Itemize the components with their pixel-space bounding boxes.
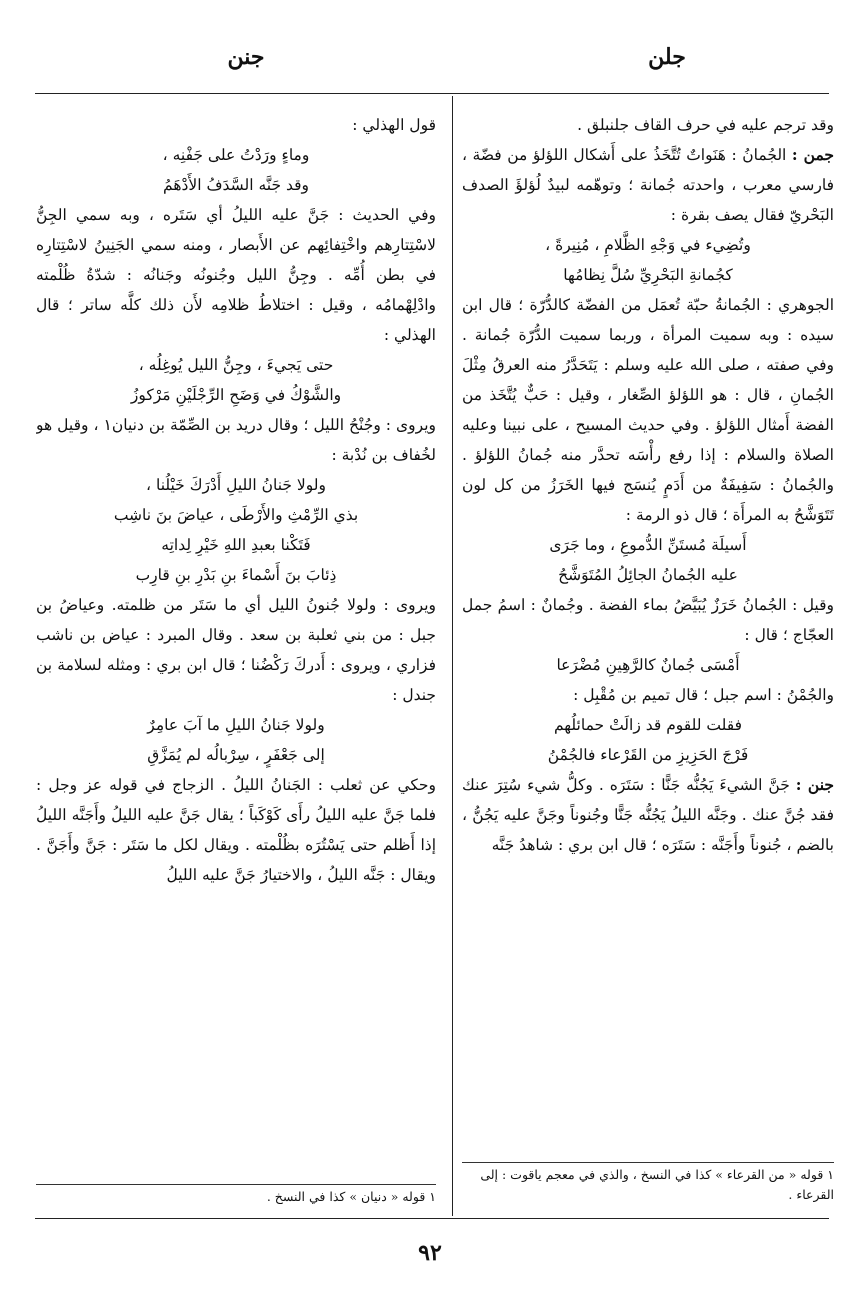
running-header-left: جنن — [227, 44, 265, 70]
verse-line: والشَّوْكُ في وَضَحِ الرِّجْلَيْنِ مَرْكوزُ — [130, 386, 342, 404]
entry-text: وحكي عن ثعلب : الجَنانُ الليلُ . الزجاج في قوله عز وجل : فلما جَنَّ عليه الليلُ رأَى كَوْكَباً ؛ يقال جَنَّ عليه الليلُ وأَجَنَّه الليلُ إذا أَظلم حتى يَسْتُرَه بظُلْمته . ويقال لكل ما سَتَر : جَنَّ وأَجَنَّ . ويقال : جَنَّه الليلُ ، والاختيارُ جَنَّ عليه الليلُ — [36, 776, 436, 884]
page-number: ٩٢ — [418, 1240, 442, 1266]
entry-text: والجُمْنُ : اسم جبل ؛ قال تميم بن مُقْبِل : — [573, 686, 834, 704]
entry-headword: جنن : — [795, 775, 834, 794]
entry-jnn — [462, 770, 834, 860]
entry-text: ويروى : ولولا جُنونُ الليل أي ما سَتَر من ظلمته. وعياضُ بن جبل : من بني ثعلبة بن سعد . وقال المبرد : عياض بن ناشب فزاري ، ويروى : أَدركَ رَكْضُنا ؛ قال ابن بري : ومثله لسلامة بن جندل : — [36, 596, 436, 704]
running-header-right: جلن — [648, 44, 686, 70]
verse-line: وقد جَنَّه السَّدَفُ الأَدْهَمُ — [163, 176, 309, 194]
column-divider — [452, 96, 453, 1216]
footnote-rule — [36, 1184, 436, 1185]
footnote: ١ قوله « دنيان » كذا في النسخ . — [266, 1189, 436, 1204]
verse-line: وماءٍ ورَدْتُ على جَفْنِه ، — [162, 146, 310, 164]
right-footnote-area — [462, 1158, 834, 1205]
entry-text: الجوهري : الجُمانةُ حبّة تُعمَل من الفضّة كالدُّرّة ؛ قال ابن سيده : وبه سميت المرأة ، وربما سميت الدُّرّة جُمانة . وفي صفته ، صلى الله عليه وسلم : يَتَحَدَّرُ منه العرقُ مِثْلَ الجُمانِ ، قال : هو اللؤلؤ الصِّغار ، وقيل : حَبٌّ يُتَّخَذ من الفضة أَمثال اللؤلؤ . وفي حديث المسيح ، على نبينا وعليه الصلاة والسلام : إذا رفع رأْسَه تحدَّر منه جُمانُ اللؤلؤ . والجُمانُ : سَفِيفَةٌ من أَدَمٍ يُنسَج فيها الخَرَزُ من كل لون تَتَوَشَّحُ به المرأَة ؛ قال ذو الرمة : — [462, 296, 834, 524]
entry-headword: جمن : — [791, 145, 834, 164]
verse-line: ولولا جَنانُ الليلِ ما آبَ عامِرٌ — [147, 716, 325, 734]
entry-jmn — [462, 140, 834, 230]
left-column — [36, 110, 436, 1180]
entry-text: جَنَّ الشيءَ يَجُنُّه جَنًّا : سَتَرَه . وكلُّ شيء سُتِرَ عنك فقد جُنَّ عنك . وجَنَّه الليلُ يَجُنُّه جَنًّا وجُنوناً وجَنَّ عليه يَجُنُّ ، بالضم ، جُنوناً وأَجَنَّه : سَتَرَه ؛ قال ابن بري : شاهدُ جَنَّه — [462, 776, 834, 854]
verse-line: حتى يَجيءَ ، وجِنُّ الليل يُوغِلُه ، — [138, 356, 334, 374]
header-rule — [35, 93, 829, 94]
verse-line: إلى جَعْفَرٍ ، سِرْبالُه لم يُمَزَّقِ — [147, 746, 325, 764]
verse-line: فَرْجَ الحَزِيزِ من القَرْعاء فالجُمْنُ — [547, 746, 749, 764]
verse-line: فَتَكْنا بعبدِ اللهِ خَيْرِ لِداتِه — [161, 536, 311, 554]
footnote-rule — [462, 1162, 834, 1163]
entry-text: ويروى : وجُنْحُ الليل ؛ وقال دريد بن الصِّمّة بن دنيان١ ، وقيل هو لخُفاف بن نُدْبة : — [36, 416, 436, 464]
verse-line: بذي الرِّمْثِ والأَرْطَى ، عياضَ بنَ ناشِب — [113, 506, 359, 524]
verse-line: كجُمانةِ البَحْرِيِّ سُلَّ نِظامُها — [563, 266, 733, 284]
verse-line: وتُضِيء في وَجْهِ الظَّلامِ ، مُنِيرةً ، — [545, 236, 751, 254]
verse-line: ولولا جَنانُ الليلِ أَدْرَكَ خَيْلُنا ، — [146, 476, 326, 494]
entry-text: الجُمانُ : هَنَواتٌ تُتَّخَذُ على أَشكال اللؤلؤ من فضّة ، فارسي معرب ، واحدته جُمانة ؛ وتوهّمه لبيدٌ لُؤلؤَ الصدف البَحْريّ فقال يصف بقرة : — [462, 146, 834, 224]
verse-line: فقلت للقوم قد زالَتْ حمائلُهم — [553, 716, 743, 734]
verse-line: عليه الجُمانُ الجائِلُ المُتَوَشَّحُ — [558, 566, 738, 584]
entry-text: قول الهذلي : — [352, 116, 436, 134]
verse-line: ذِئابَ بنَ أَسْماءَ بنِ بَدْرِ بنِ قارِب — [135, 566, 337, 584]
entry-text: وقيل : الجُمانُ خَرَزٌ يُبَيَّضُ بماء الفضة . وجُمانٌ : اسمُ جمل العجّاج ؛ قال : — [462, 596, 834, 644]
left-footnote-area — [36, 1180, 436, 1207]
footer-rule — [35, 1218, 829, 1219]
verse-line: أَسيلَة مُستَنِّ الدُّموعِ ، وما جَرَى — [549, 536, 747, 554]
entry-text: وقد ترجم عليه في حرف القاف جلنبلق . — [577, 116, 834, 134]
verse-line: أَمْسَى جُمانٌ كالرَّهِينِ مُضْرَعا — [556, 656, 740, 674]
entry-text: وفي الحديث : جَنَّ عليه الليلُ أي سَتَره ، وبه سمي الجِنُّ لاسْتِتارِهم واخْتِفائِهم عن الأَبصار ، ومنه سمي الجَنِينُ لاسْتِتارِه في بطن أُمِّه . وجِنُّ الليل وجُنونُه وجَنانُه : شدّةُ ظُلْمته وادْلِهْمامُه ، وقيل : اختلاطُ ظلامِه لأَن ذلك كلَّه ساتر ؛ قال الهذلي : — [36, 206, 436, 344]
footnote: ١ قوله « من القرعاء » كذا في النسخ ، والذي في معجم ياقوت : إلى القرعاء . — [480, 1167, 834, 1202]
right-column — [462, 110, 834, 1150]
